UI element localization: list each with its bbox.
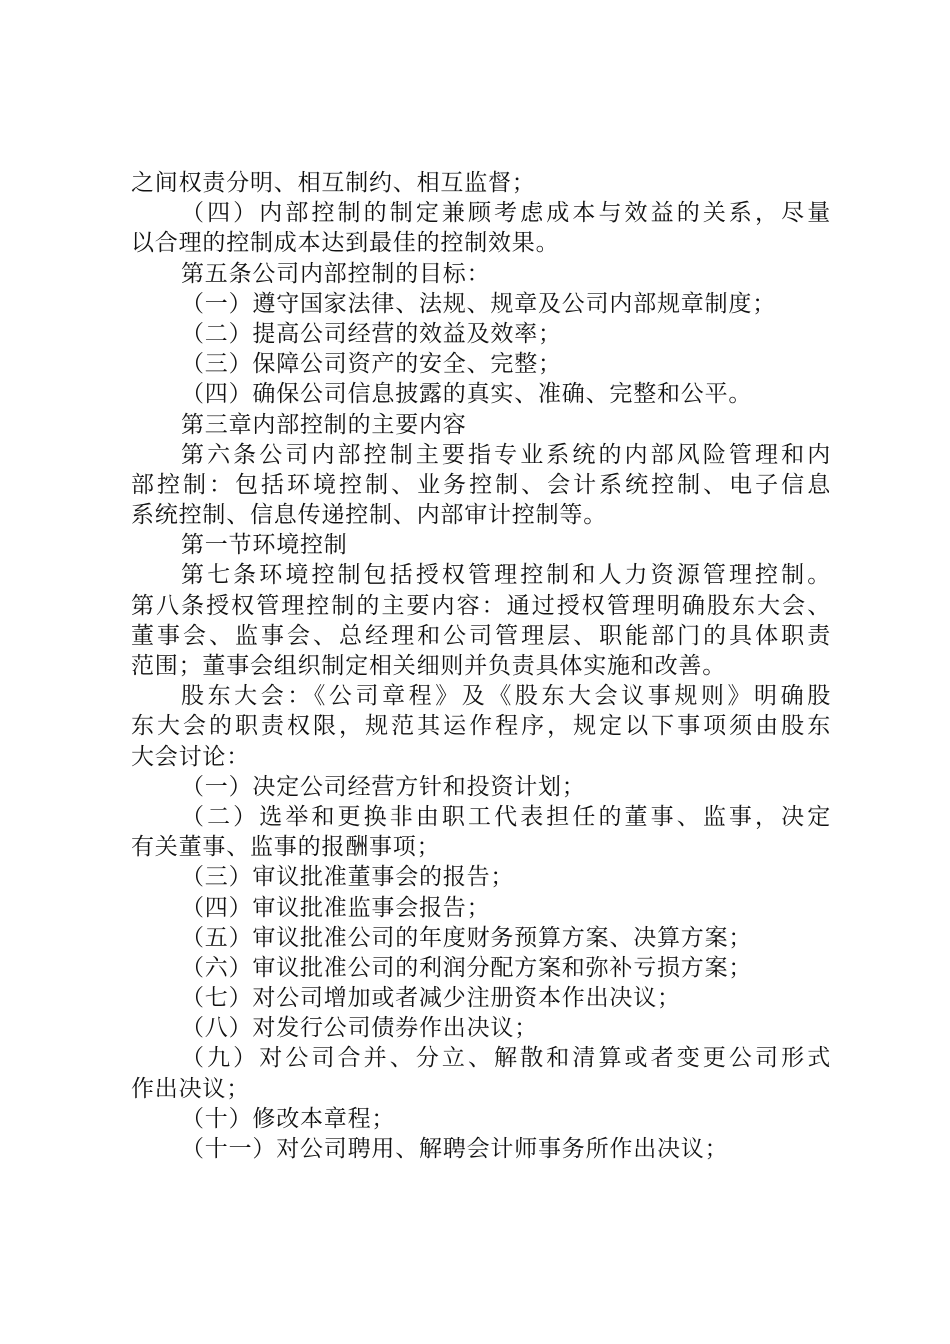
list-item: （四）确保公司信息披露的真实、准确、完整和公平。	[181, 381, 753, 408]
text-line: 东大会的职责权限，规范其运作程序，规定以下事项须由股东	[131, 713, 831, 740]
article-heading: 第五条公司内部控制的目标：	[181, 260, 491, 287]
text-line: 之间权责分明、相互制约、相互监督；	[131, 170, 536, 196]
list-item: （二）提高公司经营的效益及效率；	[181, 320, 562, 347]
list-item: （七）对公司增加或者减少注册资本作出决议；	[181, 985, 681, 1012]
list-item: （五）审议批准公司的年度财务预算方案、决算方案；	[181, 924, 753, 951]
text-line: （四）内部控制的制定兼顾考虑成本与效益的关系，尽量	[181, 200, 831, 227]
chapter-heading: 第三章内部控制的主要内容	[181, 411, 467, 438]
text-line: 范围；董事会组织制定相关细则并负责具体实施和改善。	[131, 653, 726, 679]
list-item: （九）对公司合并、分立、解散和清算或者变更公司形式	[181, 1045, 831, 1072]
text-line: 第七条环境控制包括授权管理控制和人力资源管理控制。	[181, 562, 831, 589]
text-line: 董事会、监事会、总经理和公司管理层、职能部门的具体职责	[131, 622, 831, 649]
text-line: 系统控制、信息传递控制、内部审计控制等。	[131, 502, 607, 529]
list-item: （二）选举和更换非由职工代表担任的董事、监事，决定	[181, 803, 831, 830]
text-line: 部控制：包括环境控制、业务控制、会计系统控制、电子信息	[131, 471, 831, 498]
list-item: （三）保障公司资产的安全、完整；	[181, 351, 562, 378]
list-item: （六）审议批准公司的利润分配方案和弥补亏损方案；	[181, 954, 753, 981]
text-line: 以合理的控制成本达到最佳的控制效果。	[131, 230, 560, 257]
list-item: （三）审议批准董事会的报告；	[181, 864, 515, 891]
text-line: 第八条授权管理控制的主要内容：通过授权管理明确股东大会、	[131, 592, 831, 619]
text-line: 有关董事、监事的报酬事项；	[131, 834, 441, 861]
list-item: （一）遵守国家法律、法规、规章及公司内部规章制度；	[181, 290, 776, 317]
list-item: （一）决定公司经营方针和投资计划；	[181, 773, 586, 800]
document-body	[131, 168, 831, 1164]
list-item: （八）对发行公司债券作出决议；	[181, 1015, 538, 1042]
text-line: 作出决议；	[131, 1075, 250, 1102]
list-item: （十一）对公司聘用、解聘会计师事务所作出决议；	[181, 1136, 729, 1162]
text-line: 第六条公司内部控制主要指专业系统的内部风险管理和内	[181, 441, 831, 468]
text-line: 大会讨论：	[131, 743, 250, 770]
list-item: （四）审议批准监事会报告；	[181, 894, 491, 921]
section-heading: 第一节环境控制	[181, 532, 348, 559]
text-line: 股东大会：《公司章程》及《股东大会议事规则》明确股	[181, 683, 831, 710]
list-item: （十）修改本章程；	[181, 1105, 396, 1132]
